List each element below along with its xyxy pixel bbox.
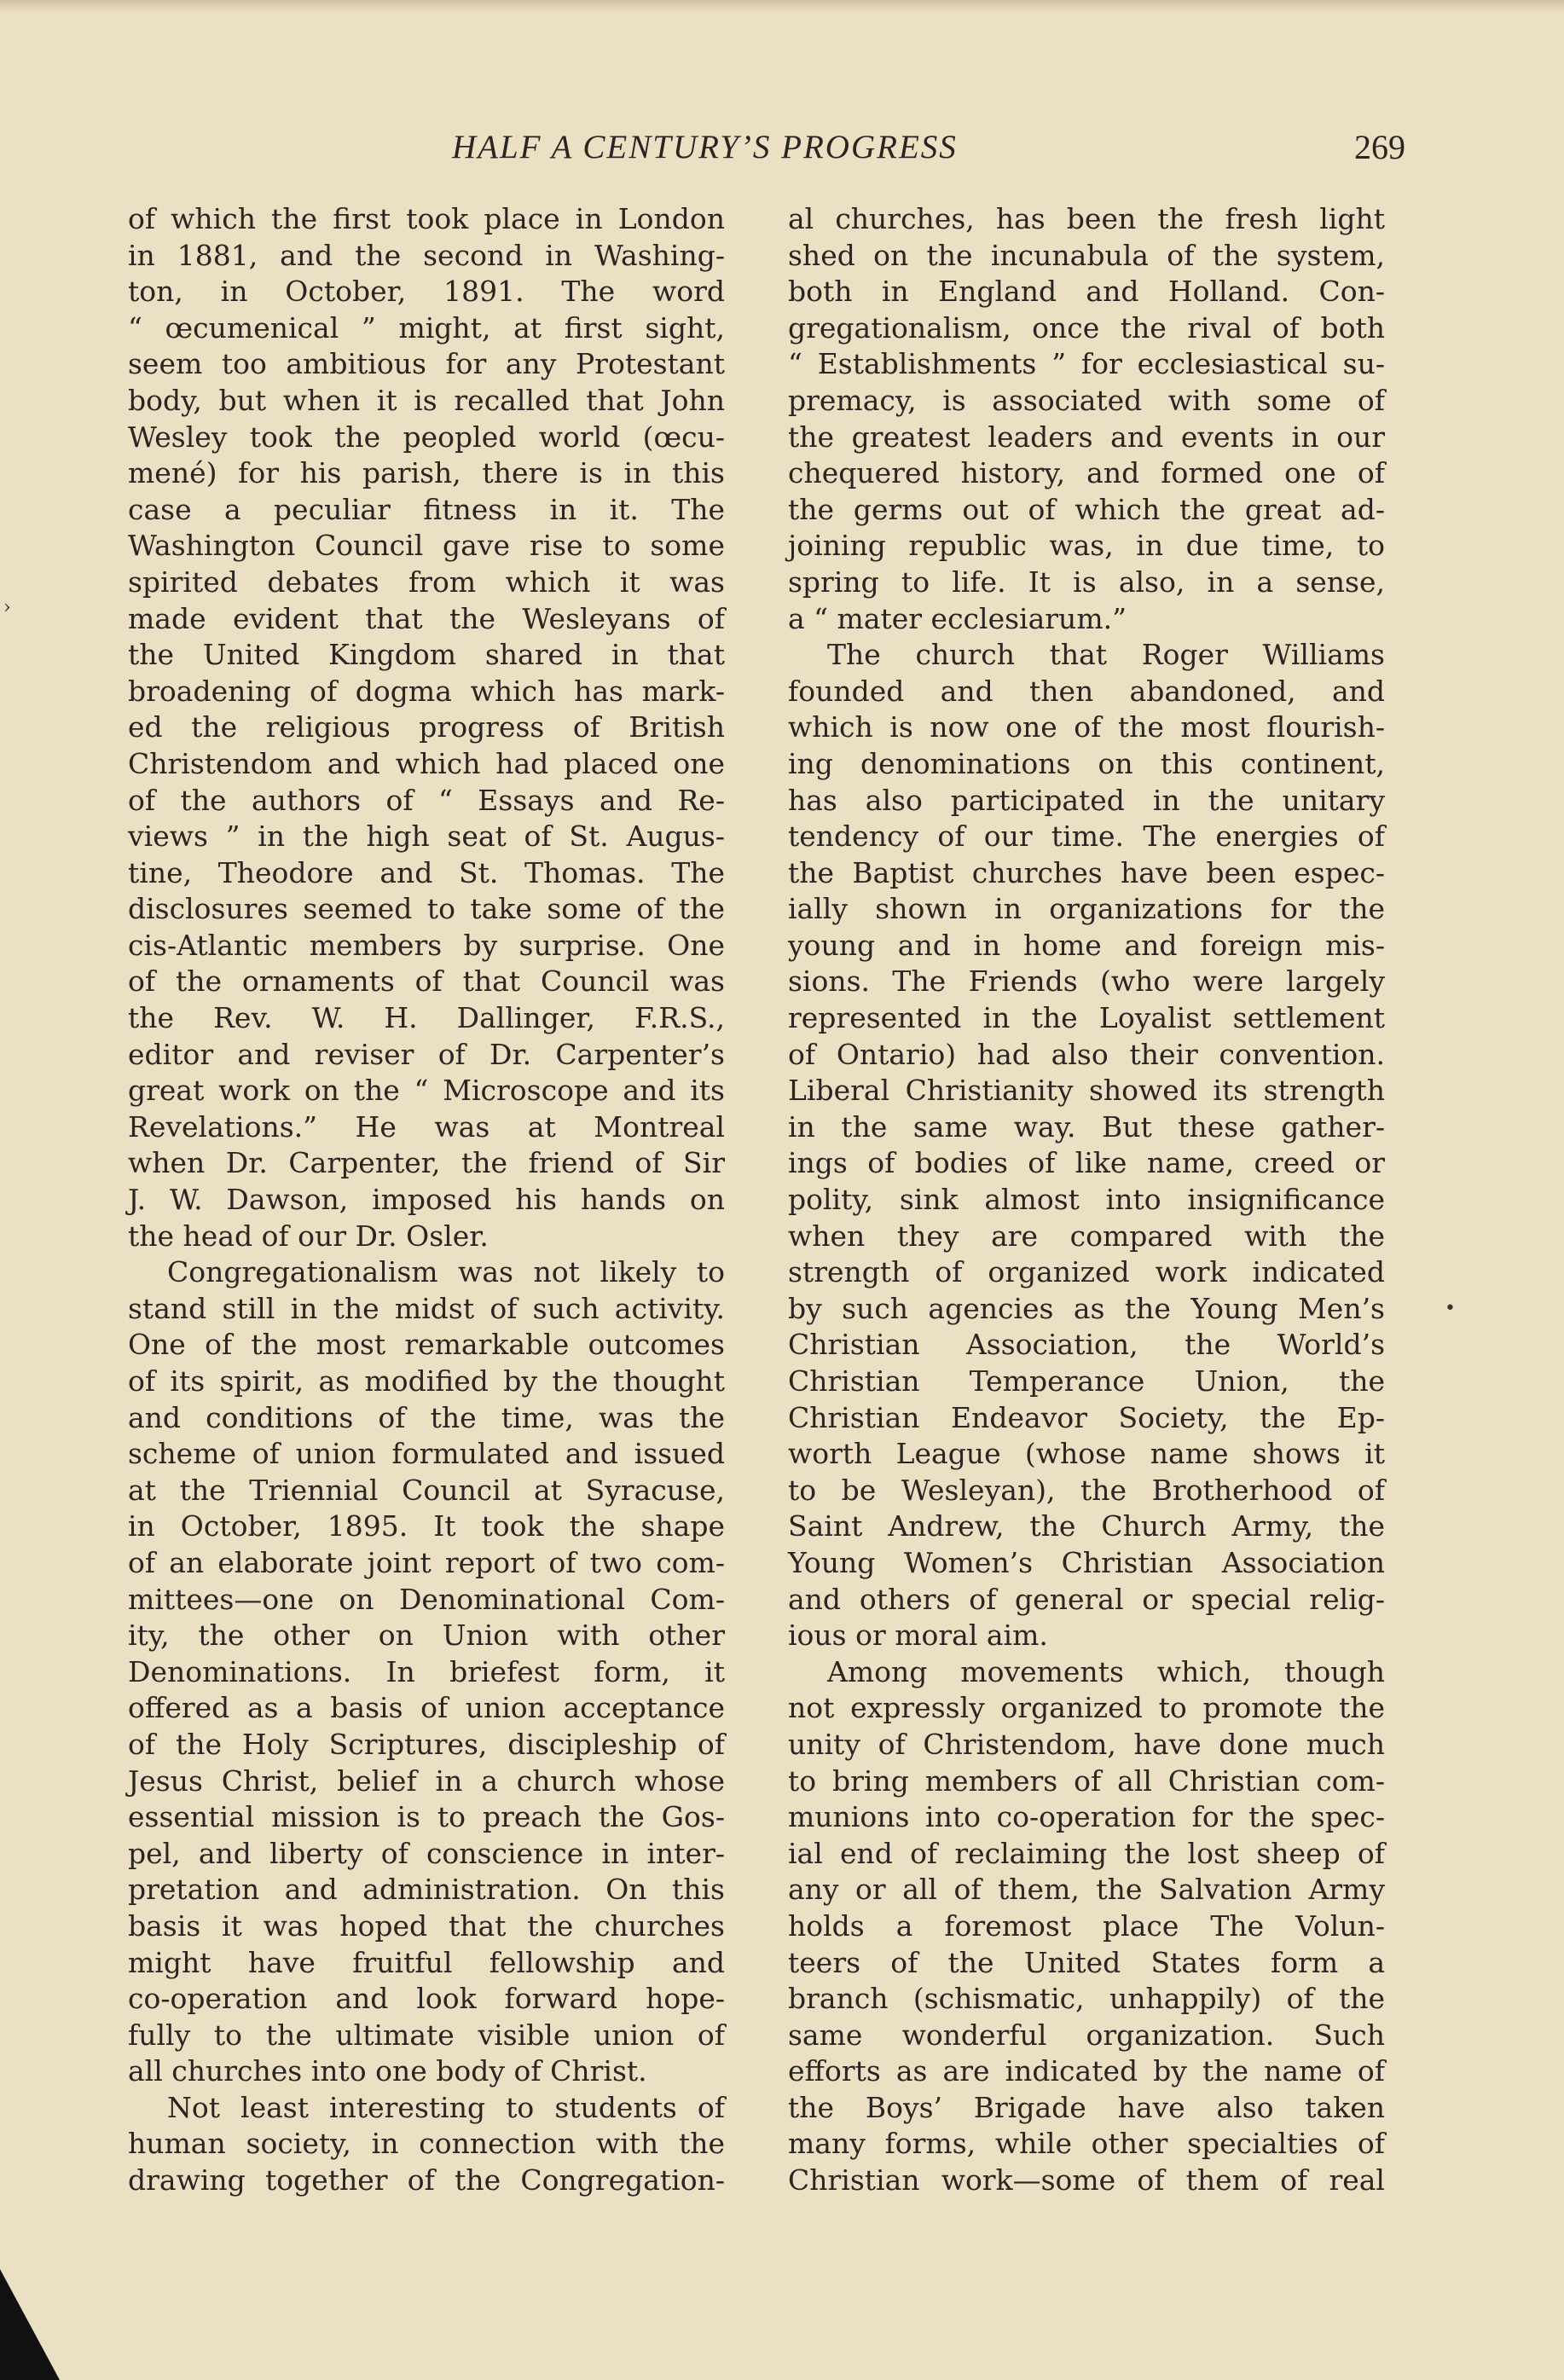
- text-line: Christian Endeavor Society, the Ep-: [788, 1400, 1385, 1434]
- text-line: has also participated in the unitary: [788, 783, 1385, 817]
- text-line: mittees—one on Denominational Com-: [128, 1582, 725, 1616]
- text-line: Young Women’s Christian Association: [788, 1545, 1385, 1579]
- text-line: to bring members of all Christian com-: [788, 1763, 1385, 1798]
- text-line: joining republic was, in due time, to: [788, 529, 1385, 563]
- text-line: pel, and liberty of conscience in inter-: [128, 1836, 725, 1870]
- text-line: might have fruitful fellowship and: [128, 1945, 725, 1979]
- text-line: young and in home and foreign mis-: [788, 928, 1385, 962]
- text-line: “ Establishments ” for ecclesiastical su-: [788, 347, 1385, 381]
- text-line: sions. The Friends (who were largely: [788, 964, 1385, 999]
- text-line: pretation and administration. On this: [128, 1873, 725, 1907]
- text-line: any or all of them, the Salvation Army: [788, 1873, 1385, 1907]
- text-line: Among movements which, though: [827, 1654, 1385, 1688]
- text-line: polity, sink almost into insignificance: [788, 1183, 1385, 1217]
- text-line: many forms, while other specialties of: [788, 2127, 1385, 2161]
- text-line: all churches into one body of Christ.: [128, 2054, 647, 2088]
- text-line: unity of Christendom, have done much: [788, 1727, 1385, 1761]
- text-line: basis it was hoped that the churches: [128, 1908, 725, 1943]
- text-line: tine, Theodore and St. Thomas. The: [128, 855, 725, 889]
- text-line: seem too ambitious for any Protestant: [128, 347, 725, 381]
- text-line: stand still in the midst of such activity.: [128, 1291, 725, 1325]
- text-line: both in England and Holland. Con-: [788, 275, 1385, 309]
- text-line: The church that Roger Williams: [827, 638, 1385, 672]
- text-line: in October, 1895. It took the shape: [128, 1509, 725, 1543]
- text-line: the United Kingdom shared in that: [128, 638, 725, 672]
- text-line: Christian work—some of them of real: [788, 2163, 1385, 2198]
- text-line: ed the religious progress of British: [128, 710, 725, 744]
- text-line: drawing together of the Congregation-: [128, 2163, 725, 2198]
- text-line: which is now one of the most flourish-: [788, 710, 1385, 744]
- text-line: spring to life. It is also, in a sense,: [788, 565, 1385, 599]
- text-line: ity, the other on Union with other: [128, 1619, 725, 1653]
- text-line: ing denominations on this continent,: [788, 746, 1385, 780]
- text-line: by such agencies as the Young Men’s: [788, 1291, 1385, 1325]
- text-line: a “ mater ecclesiarum.”: [788, 601, 1127, 635]
- text-line: great work on the “ Microscope and its: [128, 1074, 725, 1108]
- text-line: ious or moral aim.: [788, 1619, 1048, 1653]
- text-line: worth League (whose name shows it: [788, 1437, 1385, 1471]
- text-line: same wonderful organization. Such: [788, 2018, 1385, 2052]
- text-line: ial end of reclaiming the lost sheep of: [788, 1836, 1385, 1870]
- right-text-column: [788, 201, 1385, 2199]
- text-line: al churches, has been the fresh light: [788, 202, 1385, 235]
- text-line: the greatest leaders and events in our: [788, 420, 1385, 454]
- text-line: the head of our Dr. Osler.: [128, 1219, 489, 1253]
- text-line: and conditions of the time, was the: [128, 1400, 725, 1434]
- text-line: in the same way. But these gather-: [788, 1109, 1385, 1144]
- text-line: to be Wesleyan), the Brotherhood of: [788, 1473, 1385, 1507]
- text-line: when Dr. Carpenter, the friend of Sir: [128, 1146, 725, 1180]
- text-line: of the Holy Scriptures, discipleship of: [128, 1727, 725, 1761]
- text-line: of the ornaments of that Council was: [128, 964, 725, 999]
- text-line: essential mission is to preach the Gos-: [128, 1800, 725, 1834]
- text-line: Christian Association, the World’s: [788, 1328, 1385, 1362]
- text-line: Wesley took the peopled world (œcu-: [128, 420, 725, 454]
- text-line: holds a foremost place The Volun-: [788, 1908, 1385, 1943]
- text-line: Not least interesting to students of: [167, 2090, 725, 2124]
- text-line: Liberal Christianity showed its strength: [788, 1074, 1385, 1108]
- text-line: co-operation and look forward hope-: [128, 1982, 725, 2016]
- text-line: when they are compared with the: [788, 1219, 1385, 1253]
- text-line: chequered history, and formed one of: [788, 456, 1385, 490]
- text-line: the Baptist churches have been espec-: [788, 855, 1385, 889]
- text-line: branch (schismatic, unhappily) of the: [788, 1982, 1385, 2016]
- text-line: offered as a basis of union acceptance: [128, 1691, 725, 1725]
- running-title: HALF A CENTURY’S PROGRESS: [452, 129, 958, 165]
- text-line: disclosures seemed to take some of the: [128, 892, 725, 926]
- text-line: Congregationalism was not likely to: [167, 1255, 725, 1289]
- page-corner-shadow: [0, 2269, 60, 2380]
- text-line: made evident that the Wesleyans of: [128, 601, 725, 635]
- text-line: of Ontario) had also their convention.: [788, 1037, 1385, 1071]
- text-line: Christian Temperance Union, the: [788, 1364, 1385, 1398]
- text-line: Denominations. In briefest form, it: [128, 1654, 725, 1688]
- text-line: human society, in connection with the: [128, 2127, 725, 2161]
- text-line: Saint Andrew, the Church Army, the: [788, 1509, 1385, 1543]
- text-line: the Rev. W. H. Dallinger, F.R.S.,: [128, 1001, 725, 1035]
- text-line: teers of the United States form a: [788, 1945, 1385, 1979]
- text-line: of which the first took place in London: [128, 202, 725, 235]
- text-line: the germs out of which the great ad-: [788, 492, 1385, 526]
- left-text-column: [128, 201, 725, 2199]
- text-line: represented in the Loyalist settlement: [788, 1001, 1385, 1035]
- text-line: and others of general or special relig-: [788, 1582, 1385, 1616]
- text-line: J. W. Dawson, imposed his hands on: [128, 1183, 725, 1217]
- text-line: not expressly organized to promote the: [788, 1691, 1385, 1725]
- text-line: broadening of dogma which has mark-: [128, 674, 725, 708]
- text-line: of its spirit, as modified by the thought: [128, 1364, 725, 1398]
- text-line: ings of bodies of like name, creed or: [788, 1146, 1385, 1180]
- text-line: spirited debates from which it was: [128, 565, 725, 599]
- text-line: founded and then abandoned, and: [788, 674, 1385, 708]
- text-line: premacy, is associated with some of: [788, 383, 1385, 417]
- text-line: munions into co-operation for the spec-: [788, 1800, 1385, 1834]
- text-line: shed on the incunabula of the system,: [788, 238, 1385, 272]
- text-line: ton, in October, 1891. The word: [128, 275, 725, 309]
- text-line: editor and reviser of Dr. Carpenter’s: [128, 1037, 725, 1071]
- page-number: 269: [1354, 128, 1405, 166]
- text-line: the Boys’ Brigade have also taken: [788, 2090, 1385, 2124]
- text-line: cis-Atlantic members by surprise. One: [128, 928, 725, 962]
- text-line: mené) for his parish, there is in this: [128, 456, 725, 490]
- text-line: Christendom and which had placed one: [128, 746, 725, 780]
- text-line: tendency of our time. The energies of: [788, 819, 1385, 854]
- page-top-edge: [0, 0, 1564, 12]
- text-line: efforts as are indicated by the name of: [788, 2054, 1385, 2088]
- page-header: [0, 126, 1564, 169]
- text-line: gregationalism, once the rival of both: [788, 310, 1385, 345]
- text-line: at the Triennial Council at Syracuse,: [128, 1473, 725, 1507]
- text-line: views ” in the high seat of St. Augus-: [128, 819, 725, 854]
- left-margin-mark: ›: [3, 597, 11, 618]
- right-margin-mark: •: [1445, 1298, 1456, 1319]
- text-line: of an elaborate joint report of two com-: [128, 1545, 725, 1579]
- text-line: Jesus Christ, belief in a church whose: [128, 1763, 725, 1798]
- text-line: of the authors of “ Essays and Re-: [128, 783, 725, 817]
- text-line: strength of organized work indicated: [788, 1255, 1385, 1289]
- text-line: One of the most remarkable outcomes: [128, 1328, 725, 1362]
- text-line: Revelations.” He was at Montreal: [128, 1109, 725, 1144]
- text-line: Washington Council gave rise to some: [128, 529, 725, 563]
- text-line: ially shown in organizations for the: [788, 892, 1385, 926]
- text-line: “ œcumenical ” might, at first sight,: [128, 310, 725, 345]
- text-line: body, but when it is recalled that John: [128, 383, 725, 417]
- text-line: case a peculiar fitness in it. The: [128, 492, 725, 526]
- text-line: in 1881, and the second in Washing-: [128, 238, 725, 272]
- text-line: fully to the ultimate visible union of: [128, 2018, 725, 2052]
- text-line: scheme of union formulated and issued: [128, 1437, 725, 1471]
